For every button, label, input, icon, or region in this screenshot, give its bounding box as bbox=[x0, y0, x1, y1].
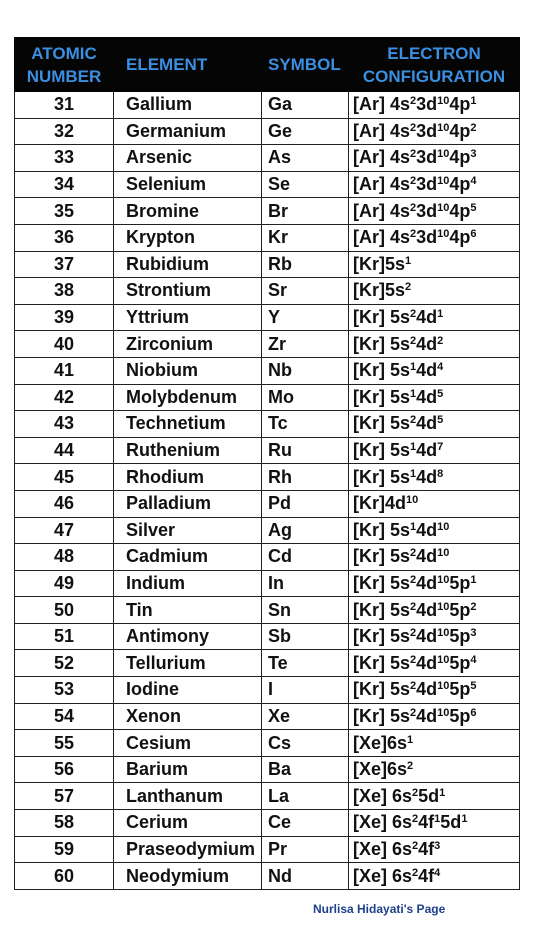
atomic-number-cell: 40 bbox=[15, 331, 114, 358]
electron-configuration-cell: [Ar] $4s^23d^{10}4p^4$ bbox=[349, 171, 520, 198]
symbol-cell: Br bbox=[262, 198, 349, 225]
table-row bbox=[15, 810, 520, 837]
atomic-number-cell: 31 bbox=[15, 92, 114, 119]
atomic-number-cell: 47 bbox=[15, 517, 114, 544]
symbol-cell: Ru bbox=[262, 437, 349, 464]
element-name-cell: Ruthenium bbox=[114, 437, 262, 464]
table-row bbox=[15, 677, 520, 704]
electron-configuration-cell: [Kr] $5s^24d^{10}5p^2$ bbox=[349, 597, 520, 624]
atomic-number-cell: 39 bbox=[15, 304, 114, 331]
electron-configuration-cell: [Kr] $5s^14d^5$ bbox=[349, 384, 520, 411]
table-row bbox=[15, 92, 520, 119]
atomic-number-cell: 45 bbox=[15, 464, 114, 491]
electron-configuration-cell: [Kr] $5s^24d^{10}5p^4$ bbox=[349, 650, 520, 677]
symbol-cell: Nb bbox=[262, 357, 349, 384]
element-name-cell: Cesium bbox=[114, 730, 262, 757]
element-name-cell: Rubidium bbox=[114, 251, 262, 278]
electron-configuration-cell: [Kr] $5s^14d^7$ bbox=[349, 437, 520, 464]
table-row bbox=[15, 331, 520, 358]
electron-configuration-cell: [Kr] $5s^14d^{10}$ bbox=[349, 517, 520, 544]
table-row bbox=[15, 224, 520, 251]
table-row bbox=[15, 411, 520, 438]
table-row bbox=[15, 198, 520, 225]
atomic-number-cell: 58 bbox=[15, 810, 114, 837]
electron-configuration-cell: [Kr] $5s^24d^2$ bbox=[349, 331, 520, 358]
element-name-cell: Barium bbox=[114, 756, 262, 783]
atomic-number-cell: 35 bbox=[15, 198, 114, 225]
electron-configuration-cell: [Xe] $6s^24f^15d^1$ bbox=[349, 810, 520, 837]
table-row bbox=[15, 464, 520, 491]
electron-configuration-cell: [Kr] $5s^14d^8$ bbox=[349, 464, 520, 491]
symbol-cell: Y bbox=[262, 304, 349, 331]
atomic-number-cell: 51 bbox=[15, 623, 114, 650]
symbol-cell: Nd bbox=[262, 863, 349, 890]
symbol-cell: Pd bbox=[262, 490, 349, 517]
electron-configuration-cell: [Kr] $5s^24d^{10}5p^3$ bbox=[349, 623, 520, 650]
element-name-cell: Lanthanum bbox=[114, 783, 262, 810]
electron-configuration-cell: [Ar] $4s^23d^{10}4p^1$ bbox=[349, 92, 520, 119]
electron-configuration-cell: [Ar] $4s^23d^{10}4p^5$ bbox=[349, 198, 520, 225]
element-name-cell: Selenium bbox=[114, 171, 262, 198]
atomic-number-cell: 57 bbox=[15, 783, 114, 810]
header-symbol: SYMBOL bbox=[262, 38, 349, 92]
element-name-cell: Bromine bbox=[114, 198, 262, 225]
element-name-cell: Neodymium bbox=[114, 863, 262, 890]
atomic-number-cell: 37 bbox=[15, 251, 114, 278]
table-row bbox=[15, 517, 520, 544]
atomic-number-cell: 41 bbox=[15, 357, 114, 384]
table-row bbox=[15, 171, 520, 198]
atomic-number-cell: 56 bbox=[15, 756, 114, 783]
element-name-cell: Rhodium bbox=[114, 464, 262, 491]
atomic-number-cell: 32 bbox=[15, 118, 114, 145]
table-row bbox=[15, 437, 520, 464]
electron-configuration-cell: [Xe] $6s^24f^3$ bbox=[349, 836, 520, 863]
table-row bbox=[15, 251, 520, 278]
element-name-cell: Palladium bbox=[114, 490, 262, 517]
atomic-number-cell: 50 bbox=[15, 597, 114, 624]
electron-configuration-cell: [Kr] $5s^24d^5$ bbox=[349, 411, 520, 438]
atomic-number-cell: 48 bbox=[15, 544, 114, 571]
table-row bbox=[15, 357, 520, 384]
atomic-number-cell: 49 bbox=[15, 570, 114, 597]
element-name-cell: Praseodymium bbox=[114, 836, 262, 863]
table-row bbox=[15, 783, 520, 810]
table-row bbox=[15, 118, 520, 145]
table-row bbox=[15, 278, 520, 305]
header-element: ELEMENT bbox=[114, 38, 262, 92]
table-row bbox=[15, 544, 520, 571]
atomic-number-cell: 36 bbox=[15, 224, 114, 251]
element-name-cell: Molybdenum bbox=[114, 384, 262, 411]
element-name-cell: Zirconium bbox=[114, 331, 262, 358]
table-row bbox=[15, 384, 520, 411]
atomic-number-cell: 42 bbox=[15, 384, 114, 411]
symbol-cell: Tc bbox=[262, 411, 349, 438]
element-name-cell: Antimony bbox=[114, 623, 262, 650]
atomic-number-cell: 46 bbox=[15, 490, 114, 517]
atomic-number-cell: 60 bbox=[15, 863, 114, 890]
element-name-cell: Germanium bbox=[114, 118, 262, 145]
header-electron-configuration: ELECTRON CONFIGURATION bbox=[349, 38, 520, 92]
electron-configuration-cell: [Kr] $5s^24d^{10}5p^5$ bbox=[349, 677, 520, 704]
table-row bbox=[15, 304, 520, 331]
atomic-number-cell: 34 bbox=[15, 171, 114, 198]
electron-configuration-cell: $[Xe]6s^1$ bbox=[349, 730, 520, 757]
symbol-cell: Sb bbox=[262, 623, 349, 650]
header-atomic-number: ATOMIC NUMBER bbox=[15, 38, 114, 92]
element-name-cell: Technetium bbox=[114, 411, 262, 438]
electron-configuration-cell: $[Kr]4d^{10}$ bbox=[349, 490, 520, 517]
electron-configuration-cell: $[Kr]5s^2$ bbox=[349, 278, 520, 305]
atomic-number-cell: 33 bbox=[15, 145, 114, 172]
page-credit: Nurlisa Hidayati's Page bbox=[313, 902, 446, 916]
symbol-cell: Xe bbox=[262, 703, 349, 730]
electron-configuration-cell: [Ar] $4s^23d^{10}4p^3$ bbox=[349, 145, 520, 172]
symbol-cell: Ge bbox=[262, 118, 349, 145]
element-name-cell: Gallium bbox=[114, 92, 262, 119]
electron-configuration-cell: $[Kr]5s^1$ bbox=[349, 251, 520, 278]
element-name-cell: Iodine bbox=[114, 677, 262, 704]
table-row bbox=[15, 597, 520, 624]
table-row bbox=[15, 863, 520, 890]
table-row bbox=[15, 145, 520, 172]
electron-configuration-cell: [Kr] $5s^24d^{10}$ bbox=[349, 544, 520, 571]
atomic-number-cell: 52 bbox=[15, 650, 114, 677]
symbol-cell: Ce bbox=[262, 810, 349, 837]
element-name-cell: Krypton bbox=[114, 224, 262, 251]
symbol-cell: Ag bbox=[262, 517, 349, 544]
electron-configuration-cell: [Kr] $5s^14d^4$ bbox=[349, 357, 520, 384]
symbol-cell: Te bbox=[262, 650, 349, 677]
table-row bbox=[15, 730, 520, 757]
electron-configuration-cell: $[Xe]6s^2$ bbox=[349, 756, 520, 783]
element-name-cell: Arsenic bbox=[114, 145, 262, 172]
symbol-cell: La bbox=[262, 783, 349, 810]
electron-configuration-cell: [Ar] $4s^23d^{10}4p^2$ bbox=[349, 118, 520, 145]
table-row bbox=[15, 570, 520, 597]
element-name-cell: Indium bbox=[114, 570, 262, 597]
atomic-number-cell: 38 bbox=[15, 278, 114, 305]
element-name-cell: Silver bbox=[114, 517, 262, 544]
symbol-cell: Rb bbox=[262, 251, 349, 278]
table-row bbox=[15, 650, 520, 677]
symbol-cell: As bbox=[262, 145, 349, 172]
symbol-cell: Cs bbox=[262, 730, 349, 757]
symbol-cell: Ga bbox=[262, 92, 349, 119]
symbol-cell: Ba bbox=[262, 756, 349, 783]
atomic-number-cell: 59 bbox=[15, 836, 114, 863]
element-name-cell: Yttrium bbox=[114, 304, 262, 331]
element-name-cell: Tellurium bbox=[114, 650, 262, 677]
electron-configuration-table bbox=[14, 37, 520, 890]
element-name-cell: Xenon bbox=[114, 703, 262, 730]
element-name-cell: Niobium bbox=[114, 357, 262, 384]
symbol-cell: Sr bbox=[262, 278, 349, 305]
symbol-cell: I bbox=[262, 677, 349, 704]
table-row bbox=[15, 756, 520, 783]
electron-configuration-cell: [Kr] $5s^24d^1$ bbox=[349, 304, 520, 331]
symbol-cell: Rh bbox=[262, 464, 349, 491]
atomic-number-cell: 54 bbox=[15, 703, 114, 730]
electron-configuration-cell: [Ar] $4s^23d^{10}4p^6$ bbox=[349, 224, 520, 251]
element-name-cell: Tin bbox=[114, 597, 262, 624]
element-name-cell: Strontium bbox=[114, 278, 262, 305]
electron-configuration-cell: [Kr] $5s^24d^{10}5p^6$ bbox=[349, 703, 520, 730]
electron-configuration-cell: [Xe] $6s^24f^4$ bbox=[349, 863, 520, 890]
atomic-number-cell: 44 bbox=[15, 437, 114, 464]
element-name-cell: Cadmium bbox=[114, 544, 262, 571]
symbol-cell: Sn bbox=[262, 597, 349, 624]
table-row bbox=[15, 490, 520, 517]
symbol-cell: Mo bbox=[262, 384, 349, 411]
atomic-number-cell: 55 bbox=[15, 730, 114, 757]
element-name-cell: Cerium bbox=[114, 810, 262, 837]
electron-configuration-cell: [Kr] $5s^24d^{10}5p^1$ bbox=[349, 570, 520, 597]
symbol-cell: Cd bbox=[262, 544, 349, 571]
table-row bbox=[15, 836, 520, 863]
atomic-number-cell: 53 bbox=[15, 677, 114, 704]
table-row bbox=[15, 703, 520, 730]
table-row bbox=[15, 623, 520, 650]
symbol-cell: In bbox=[262, 570, 349, 597]
symbol-cell: Zr bbox=[262, 331, 349, 358]
symbol-cell: Se bbox=[262, 171, 349, 198]
atomic-number-cell: 43 bbox=[15, 411, 114, 438]
electron-configuration-cell: [Xe] $6s^25d^1$ bbox=[349, 783, 520, 810]
table-header-row bbox=[15, 38, 520, 92]
symbol-cell: Pr bbox=[262, 836, 349, 863]
table-body bbox=[15, 92, 520, 890]
symbol-cell: Kr bbox=[262, 224, 349, 251]
